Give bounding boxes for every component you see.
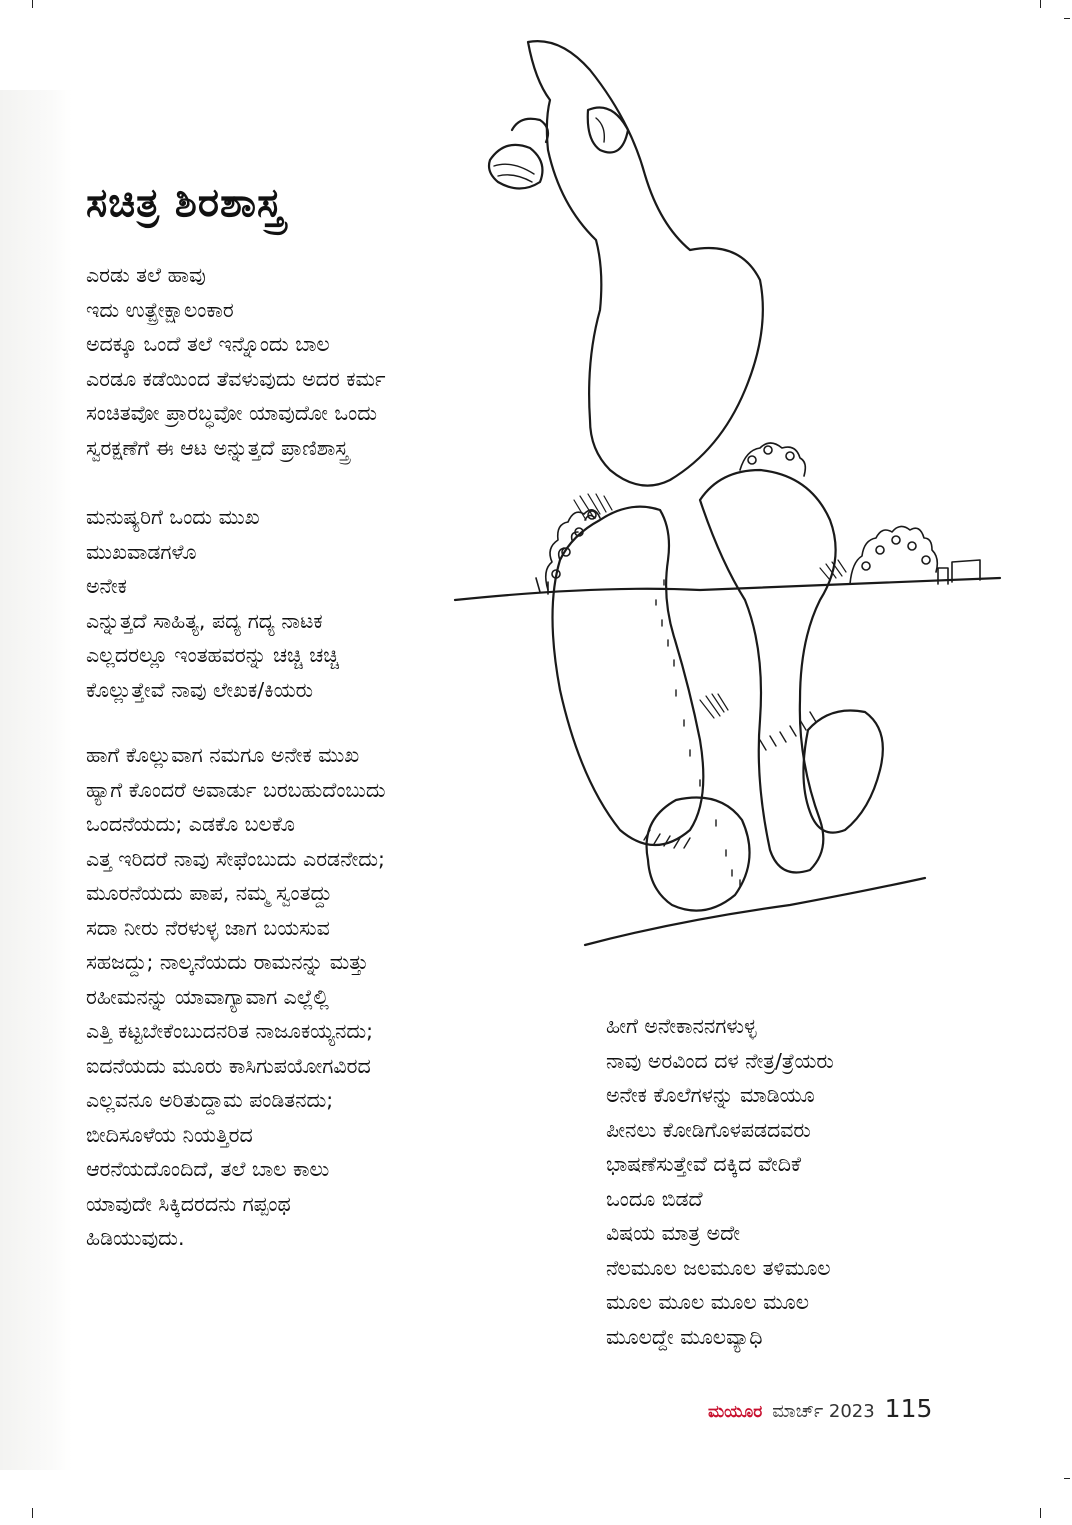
- figure-lips: [489, 145, 542, 189]
- poem-stanza-2: [86, 500, 339, 707]
- poem-line: ರಹೀಮನನ್ನು ಯಾವಾಗ್ಯಾವಾಗ ಎಲ್ಲೆಲ್ಲಿ: [86, 984, 329, 1009]
- issue-date: ಮಾರ್ಚ್ 2023: [772, 1401, 875, 1422]
- poem-line: ಹಿಡಿಯುವುದು.: [86, 1226, 185, 1250]
- poem-line: ಇದು ಉತ್ಪ್ರೇಕ್ಷಾಲಂಕಾರ: [86, 297, 234, 322]
- magazine-name: ಮಯೂರ: [708, 1402, 763, 1422]
- poem-line: ಹಾಗೆ ಕೊಲ್ಲುವಾಗ ನಮಗೂ ಅನೇಕ ಮುಖ: [86, 743, 360, 767]
- poem-line: ಐದನೆಯದು ಮೂರು ಕಾಸಿಗುಪಯೋಗವಿರದ: [86, 1053, 371, 1078]
- poem-title: ಸಚಿತ್ರ ಶಿರಶಾಸ್ತ್ರ: [86, 180, 284, 226]
- poem-line: ಹೀಗೆ ಅನೇಕಾನನಗಳುಳ್ಳ: [606, 1014, 757, 1038]
- line-drawing-figure: [440, 30, 1020, 960]
- poem-line: ಒಂದನೆಯದು; ಎಡಕೊ ಬಲಕೊ: [86, 812, 295, 836]
- ground-line-lower: [585, 878, 925, 945]
- poem-line: ಎತ್ತಿ ಕಟ್ಟಬೇಕೆಂಬುದನರಿತ ನಾಜೂಕಯ್ಯನದು;: [86, 1019, 374, 1043]
- poem-line: ಎಲ್ಲದರಲ್ಲೂ ಇಂತಹವರನ್ನು ಚಚ್ಚಿ ಚಚ್ಚಿ: [86, 643, 340, 667]
- figure-eye: [588, 108, 628, 153]
- stitch-marks: [644, 712, 816, 848]
- poem-line: ಸ್ವರಕ್ಷಣೆಗೆ ಈ ಆಟ ಅನ್ನುತ್ತದೆ ಪ್ರಾಣಿಶಾಸ್ತ್ರ: [86, 435, 349, 460]
- poem-line: ಮುಖವಾಡಗಳೊ: [86, 539, 197, 564]
- bushes-right: [740, 443, 980, 584]
- page-number: 115: [884, 1394, 933, 1423]
- poem-line: ಯಾವುದೇ ಸಿಕ್ಕಿದರದನು ಗಪ್ಪಂಥ: [86, 1191, 291, 1216]
- poem-line: ಮನುಷ್ಯರಿಗೆ ಒಂದು ಮುಖ: [86, 505, 260, 529]
- poem-line: ಒಂದೂ ಬಿಡದೆ: [606, 1186, 703, 1211]
- crop-mark-right-lower: [1064, 1478, 1070, 1479]
- crop-mark-bottom-left: [32, 1508, 33, 1518]
- poem-line: ಮೂರನೆಯದು ಪಾಪ, ನಮ್ಮ ಸ್ವಂತದ್ದು: [86, 881, 333, 905]
- crop-mark-bottom-right: [1040, 1508, 1041, 1518]
- poem-line: ಎರಡು ತಲೆ ಹಾವು: [86, 263, 206, 287]
- poem-line: ಸಹಜದ್ದು; ನಾಲ್ಕನೆಯದು ರಾಮನನ್ನು ಮತ್ತು: [86, 950, 369, 974]
- poem-line: ಅನೇಕ ಕೊಲೆಗಳನ್ನು ಮಾಡಿಯೂ: [606, 1083, 815, 1107]
- poem-line: ಸದಾ ನೀರು ನೆರಳುಳ್ಳ ಜಾಗ ಬಯಸುವ: [86, 915, 330, 940]
- bushes-left: [536, 510, 600, 594]
- crop-mark-top-right: [1040, 0, 1041, 8]
- figure-left-leg: [553, 507, 704, 845]
- crop-mark-right-upper: [1064, 18, 1070, 19]
- poem-line: ಅನೇಕ: [86, 574, 127, 598]
- poem-line: ಎರಡೂ ಕಡೆಯಿಂದ ತೆವಳುವುದು ಅದರ ಕರ್ಮ: [86, 366, 386, 391]
- poem-stanza-4: [606, 1009, 834, 1354]
- page-margin-shadow: [0, 90, 72, 1470]
- poem-line: ಎಲ್ಲವನೂ ಅರಿತುದ್ದಾಮ ಪಂಡಿತನದು;: [86, 1088, 334, 1112]
- poem-line: ಎತ್ತ ಇರಿದರೆ ನಾವು ಸೇಫೆಂಬುದು ಎರಡನೇದು;: [86, 846, 385, 871]
- figure-nose: [512, 119, 548, 142]
- poem-line: ಸಂಚಿತವೋ ಪ್ರಾರಬ್ಧವೋ ಯಾವುದೋ ಒಂದು: [86, 401, 378, 425]
- poem-stanza-1: [86, 258, 386, 465]
- poem-line: ವಿಷಯ ಮಾತ್ರ ಅದೇ: [606, 1221, 741, 1245]
- crop-mark-top-left: [32, 0, 33, 8]
- poem-line: ಮೂಲದ್ದೇ ಮೂಲವ್ಯಾಧಿ: [606, 1324, 763, 1349]
- poem-line: ನೆಲಮೂಲ ಜಲಮೂಲ ತಳಿಮೂಲ: [606, 1255, 831, 1280]
- poem-stanza-3: [86, 738, 386, 1256]
- poem-line: ಪೀನಲು ಕೋಡಿಗೊಳಪಡದವರು: [606, 1117, 811, 1142]
- poem-line: ನಾವು ಅರವಿಂದ ದಳ ನೇತ್ರ/ತ್ರೆಯರು: [606, 1048, 834, 1073]
- poem-line: ಬೀದಿಸೂಳೆಯ ನಿಯತ್ತಿರದ: [86, 1122, 253, 1147]
- poem-line: ಎನ್ನುತ್ತದೆ ಸಾಹಿತ್ಯ, ಪದ್ಯ ಗದ್ಯ ನಾಟಕ: [86, 608, 323, 633]
- figure-head: [528, 41, 763, 486]
- poem-line: ಹ್ಯಾಗೆ ಕೊಂದರೆ ಅವಾರ್ಡು ಬರಬಹುದೆಂಬುದು: [86, 777, 386, 802]
- figure-right-foot: [803, 710, 882, 832]
- poem-line: ಆರನೆಯದೊಂದಿದೆ, ತಲೆ ಬಾಲ ಕಾಲು: [86, 1157, 330, 1181]
- poem-line: ಕೊಲ್ಲುತ್ತೇವೆ ನಾವು ಲೇಖಕ/ಕಿಯರು: [86, 677, 314, 702]
- figure-right-loop: [700, 470, 836, 873]
- poem-line: ಭಾಷಣೆಸುತ್ತೇವೆ ದಕ್ಕಿದ ವೇದಿಕೆ: [606, 1152, 802, 1176]
- poem-line: ಮೂಲ ಮೂಲ ಮೂಲ ಮೂಲ: [606, 1290, 809, 1314]
- page-footer: [708, 1394, 932, 1423]
- poem-line: ಅದಕ್ಕೂ ಒಂದೆ ತಲೆ ಇನ್ನೊಂದು ಬಾಲ: [86, 332, 330, 356]
